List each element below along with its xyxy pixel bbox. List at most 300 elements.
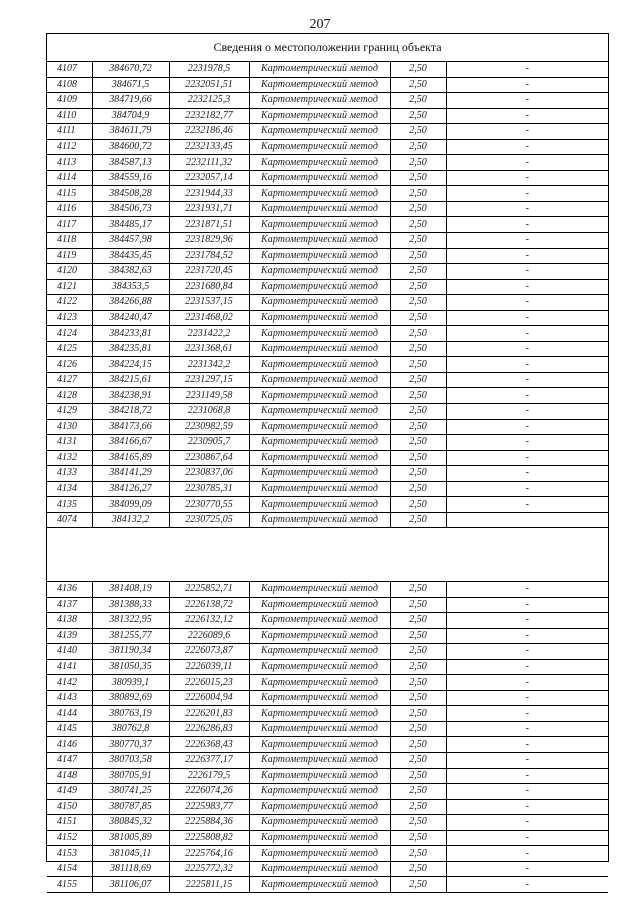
method-cell: Картометрический метод [249,170,390,186]
method-cell: Картометрический метод [249,768,390,784]
method-cell: Картометрический метод [249,124,390,140]
accuracy-cell: 2,50 [390,233,446,249]
method-cell: Картометрический метод [249,279,390,295]
accuracy-cell: 2,50 [390,799,446,815]
point-number-cell: 4135 [47,497,92,513]
table-row [47,419,608,435]
x-coordinate-cell: 380787,85 [92,799,169,815]
point-number-cell: 4144 [47,706,92,722]
point-number-cell: 4138 [47,613,92,629]
description-cell: - [446,466,608,482]
y-coordinate-cell: 2226368,43 [169,737,249,753]
description-cell: - [446,186,608,202]
accuracy-cell: 2,50 [390,201,446,217]
accuracy-cell: 2,50 [390,77,446,93]
accuracy-cell: 2,50 [390,419,446,435]
accuracy-cell: 2,50 [390,659,446,675]
y-coordinate-cell: 2230837,06 [169,466,249,482]
x-coordinate-cell: 384141,29 [92,466,169,482]
y-coordinate-cell: 2231931,71 [169,201,249,217]
x-coordinate-cell: 381118,69 [92,861,169,877]
method-cell: Картометрический метод [249,201,390,217]
x-coordinate-cell: 384704,9 [92,108,169,124]
y-coordinate-cell: 2231422,2 [169,326,249,342]
accuracy-cell: 2,50 [390,737,446,753]
y-coordinate-cell: 2226132,12 [169,613,249,629]
x-coordinate-cell: 381255,77 [92,628,169,644]
x-coordinate-cell: 384132,2 [92,512,169,528]
y-coordinate-cell: 2225772,32 [169,861,249,877]
point-number-cell: 4151 [47,815,92,831]
point-number-cell: 4118 [47,233,92,249]
table-row [47,799,608,815]
x-coordinate-cell: 384719,66 [92,93,169,109]
point-number-cell: 4149 [47,784,92,800]
y-coordinate-cell: 2231720,45 [169,264,249,280]
x-coordinate-cell: 384173,66 [92,419,169,435]
point-number-cell: 4122 [47,295,92,311]
x-coordinate-cell: 384435,45 [92,248,169,264]
point-number-cell: 4146 [47,737,92,753]
accuracy-cell: 2,50 [390,139,446,155]
x-coordinate-cell: 384266,88 [92,295,169,311]
point-number-cell: 4137 [47,597,92,613]
table-row [47,170,608,186]
accuracy-cell: 2,50 [390,279,446,295]
method-cell: Картометрический метод [249,737,390,753]
description-cell: - [446,326,608,342]
table-row [47,248,608,264]
description-cell: - [446,264,608,280]
method-cell: Картометрический метод [249,404,390,420]
y-coordinate-cell: 2231537,15 [169,295,249,311]
accuracy-cell: 2,50 [390,675,446,691]
point-number-cell: 4121 [47,279,92,295]
method-cell: Картометрический метод [249,435,390,451]
description-cell: - [446,233,608,249]
method-cell: Картометрический метод [249,613,390,629]
table-row [47,659,608,675]
x-coordinate-cell: 384611,79 [92,124,169,140]
y-coordinate-cell: 2231297,15 [169,372,249,388]
accuracy-cell: 2,50 [390,613,446,629]
accuracy-cell: 2,50 [390,108,446,124]
y-coordinate-cell: 2232057,14 [169,170,249,186]
method-cell: Картометрический метод [249,846,390,862]
method-cell: Картометрический метод [249,77,390,93]
method-cell: Картометрический метод [249,466,390,482]
description-cell: - [446,201,608,217]
table-row [47,481,608,497]
table-row [47,186,608,202]
y-coordinate-cell: 2226286,83 [169,721,249,737]
description-cell: - [446,248,608,264]
point-number-cell: 4140 [47,644,92,660]
accuracy-cell: 2,50 [390,644,446,660]
table-row [47,124,608,140]
y-coordinate-cell: 2225852,71 [169,582,249,597]
x-coordinate-cell: 381106,07 [92,877,169,893]
point-number-cell: 4123 [47,310,92,326]
page-number: 207 [309,17,331,32]
x-coordinate-cell: 384508,28 [92,186,169,202]
y-coordinate-cell: 2230982,59 [169,419,249,435]
accuracy-cell: 2,50 [390,341,446,357]
accuracy-cell: 2,50 [390,124,446,140]
accuracy-cell: 2,50 [390,186,446,202]
method-cell: Картометрический метод [249,217,390,233]
description-cell: - [446,108,608,124]
accuracy-cell: 2,50 [390,264,446,280]
x-coordinate-cell: 384382,63 [92,264,169,280]
x-coordinate-cell: 384238,91 [92,388,169,404]
y-coordinate-cell: 2231871,51 [169,217,249,233]
point-number-cell: 4116 [47,201,92,217]
accuracy-cell: 2,50 [390,295,446,311]
description-cell: - [446,582,608,597]
point-number-cell: 4074 [47,512,92,528]
table-row [47,815,608,831]
method-cell: Картометрический метод [249,659,390,675]
x-coordinate-cell: 380892,69 [92,690,169,706]
point-number-cell: 4117 [47,217,92,233]
method-cell: Картометрический метод [249,582,390,597]
x-coordinate-cell: 380741,25 [92,784,169,800]
description-cell: - [446,659,608,675]
table-row [47,77,608,93]
description-cell: - [446,628,608,644]
description-cell: - [446,62,608,77]
x-coordinate-cell: 381050,35 [92,659,169,675]
table-row [47,597,608,613]
x-coordinate-cell: 384587,13 [92,155,169,171]
accuracy-cell: 2,50 [390,62,446,77]
x-coordinate-cell: 384457,98 [92,233,169,249]
accuracy-cell: 2,50 [390,706,446,722]
method-cell: Картометрический метод [249,784,390,800]
description-cell: - [446,784,608,800]
point-number-cell: 4126 [47,357,92,373]
accuracy-cell: 2,50 [390,93,446,109]
y-coordinate-cell: 2230725,05 [169,512,249,528]
method-cell: Картометрический метод [249,186,390,202]
point-number-cell: 4133 [47,466,92,482]
x-coordinate-cell: 380939,1 [92,675,169,691]
x-coordinate-cell: 384240,47 [92,310,169,326]
accuracy-cell: 2,50 [390,512,446,528]
table-row [47,326,608,342]
method-cell: Картометрический метод [249,450,390,466]
table-row [47,628,608,644]
table-row [47,404,608,420]
table-row [47,846,608,862]
table-row [47,62,608,77]
accuracy-cell: 2,50 [390,690,446,706]
description-cell: - [446,217,608,233]
coordinates-table-block-1 [47,62,608,528]
description-cell: - [446,877,608,893]
accuracy-cell: 2,50 [390,310,446,326]
y-coordinate-cell: 2230867,64 [169,450,249,466]
y-coordinate-cell: 2225983,77 [169,799,249,815]
x-coordinate-cell: 380705,91 [92,768,169,784]
accuracy-cell: 2,50 [390,155,446,171]
y-coordinate-cell: 2232111,32 [169,155,249,171]
accuracy-cell: 2,50 [390,466,446,482]
description-cell: - [446,139,608,155]
x-coordinate-cell: 384600,72 [92,139,169,155]
point-number-cell: 4115 [47,186,92,202]
method-cell: Картометрический метод [249,597,390,613]
x-coordinate-cell: 384099,09 [92,497,169,513]
y-coordinate-cell: 2231978,5 [169,62,249,77]
y-coordinate-cell: 2226004,94 [169,690,249,706]
accuracy-cell: 2,50 [390,217,446,233]
table-row [47,372,608,388]
point-number-cell: 4109 [47,93,92,109]
method-cell: Картометрический метод [249,139,390,155]
table-row [47,784,608,800]
accuracy-cell: 2,50 [390,753,446,769]
accuracy-cell: 2,50 [390,450,446,466]
accuracy-cell: 2,50 [390,170,446,186]
y-coordinate-cell: 2226073,87 [169,644,249,660]
table-row [47,388,608,404]
table-row [47,512,608,528]
table-row [47,201,608,217]
description-cell: - [446,497,608,513]
x-coordinate-cell: 381322,95 [92,613,169,629]
method-cell: Картометрический метод [249,675,390,691]
y-coordinate-cell: 2225884,36 [169,815,249,831]
accuracy-cell: 2,50 [390,248,446,264]
table-row [47,721,608,737]
description-cell: - [446,706,608,722]
accuracy-cell: 2,50 [390,877,446,893]
x-coordinate-cell: 381408,19 [92,582,169,597]
description-cell: - [446,768,608,784]
method-cell: Картометрический метод [249,341,390,357]
point-number-cell: 4127 [47,372,92,388]
accuracy-cell: 2,50 [390,768,446,784]
accuracy-cell: 2,50 [390,815,446,831]
description-cell: - [446,77,608,93]
y-coordinate-cell: 2226089,6 [169,628,249,644]
method-cell: Картометрический метод [249,628,390,644]
table-row [47,675,608,691]
x-coordinate-cell: 384224,15 [92,357,169,373]
point-number-cell: 4113 [47,155,92,171]
point-number-cell: 4147 [47,753,92,769]
x-coordinate-cell: 384215,61 [92,372,169,388]
table-row [47,582,608,597]
x-coordinate-cell: 384485,17 [92,217,169,233]
method-cell: Картометрический метод [249,815,390,831]
point-number-cell: 4142 [47,675,92,691]
accuracy-cell: 2,50 [390,481,446,497]
table-row [47,861,608,877]
point-number-cell: 4143 [47,690,92,706]
y-coordinate-cell: 2225811,15 [169,877,249,893]
description-cell [446,512,608,528]
x-coordinate-cell: 380770,37 [92,737,169,753]
x-coordinate-cell: 380762,8 [92,721,169,737]
coordinates-table-block-2 [47,582,608,893]
description-cell: - [446,861,608,877]
table-row [47,155,608,171]
table-row [47,217,608,233]
y-coordinate-cell: 2226039,11 [169,659,249,675]
point-number-cell: 4150 [47,799,92,815]
table-row [47,279,608,295]
description-cell: - [446,597,608,613]
point-number-cell: 4120 [47,264,92,280]
accuracy-cell: 2,50 [390,357,446,373]
description-cell: - [446,753,608,769]
y-coordinate-cell: 2232182,77 [169,108,249,124]
method-cell: Картометрический метод [249,706,390,722]
point-number-cell: 4112 [47,139,92,155]
method-cell: Картометрический метод [249,248,390,264]
method-cell: Картометрический метод [249,419,390,435]
point-number-cell: 4134 [47,481,92,497]
accuracy-cell: 2,50 [390,830,446,846]
x-coordinate-cell: 384559,16 [92,170,169,186]
description-cell: - [446,737,608,753]
table-row [47,295,608,311]
accuracy-cell: 2,50 [390,597,446,613]
method-cell: Картометрический метод [249,799,390,815]
description-cell: - [446,644,608,660]
y-coordinate-cell: 2225764,16 [169,846,249,862]
x-coordinate-cell: 384166,67 [92,435,169,451]
description-cell: - [446,799,608,815]
x-coordinate-cell: 384670,72 [92,62,169,77]
x-coordinate-cell: 384671,5 [92,77,169,93]
table-row [47,830,608,846]
y-coordinate-cell: 2232186,46 [169,124,249,140]
y-coordinate-cell: 2232125,3 [169,93,249,109]
table-row [47,466,608,482]
method-cell: Картометрический метод [249,877,390,893]
y-coordinate-cell: 2226201,83 [169,706,249,722]
y-coordinate-cell: 2231784,52 [169,248,249,264]
accuracy-cell: 2,50 [390,721,446,737]
table-row [47,264,608,280]
method-cell: Картометрический метод [249,155,390,171]
accuracy-cell: 2,50 [390,404,446,420]
y-coordinate-cell: 2231368,61 [169,341,249,357]
x-coordinate-cell: 384233,81 [92,326,169,342]
y-coordinate-cell: 2230770,55 [169,497,249,513]
table-row [47,497,608,513]
description-cell: - [446,124,608,140]
table-row [47,310,608,326]
y-coordinate-cell: 2230785,31 [169,481,249,497]
y-coordinate-cell: 2226377,17 [169,753,249,769]
boundary-table-frame [46,33,609,890]
description-cell: - [446,279,608,295]
accuracy-cell: 2,50 [390,497,446,513]
accuracy-cell: 2,50 [390,372,446,388]
point-number-cell: 4128 [47,388,92,404]
x-coordinate-cell: 380763,19 [92,706,169,722]
description-cell: - [446,155,608,171]
description-cell: - [446,690,608,706]
description-cell: - [446,815,608,831]
point-number-cell: 4154 [47,861,92,877]
method-cell: Картометрический метод [249,644,390,660]
table-row [47,450,608,466]
table-row [47,341,608,357]
method-cell: Картометрический метод [249,690,390,706]
description-cell: - [446,435,608,451]
table-row [47,690,608,706]
method-cell: Картометрический метод [249,721,390,737]
description-cell: - [446,295,608,311]
y-coordinate-cell: 2231944,33 [169,186,249,202]
description-cell: - [446,170,608,186]
point-number-cell: 4119 [47,248,92,264]
method-cell: Картометрический метод [249,753,390,769]
table-row [47,435,608,451]
x-coordinate-cell: 380703,58 [92,753,169,769]
point-number-cell: 4110 [47,108,92,124]
description-cell: - [446,93,608,109]
accuracy-cell: 2,50 [390,435,446,451]
y-coordinate-cell: 2226179,5 [169,768,249,784]
table-row [47,877,608,893]
method-cell: Картометрический метод [249,830,390,846]
point-number-cell: 4139 [47,628,92,644]
method-cell: Картометрический метод [249,357,390,373]
description-cell: - [446,846,608,862]
y-coordinate-cell: 2231468,02 [169,310,249,326]
y-coordinate-cell: 2226015,23 [169,675,249,691]
x-coordinate-cell: 384165,89 [92,450,169,466]
table-row [47,108,608,124]
x-coordinate-cell: 384218,72 [92,404,169,420]
method-cell: Картометрический метод [249,310,390,326]
point-number-cell: 4125 [47,341,92,357]
method-cell: Картометрический метод [249,481,390,497]
y-coordinate-cell: 2231342,2 [169,357,249,373]
y-coordinate-cell: 2226074,26 [169,784,249,800]
description-cell: - [446,404,608,420]
method-cell: Картометрический метод [249,372,390,388]
description-cell: - [446,341,608,357]
table-row [47,706,608,722]
point-number-cell: 4107 [47,62,92,77]
method-cell: Картометрический метод [249,512,390,528]
table-row [47,753,608,769]
x-coordinate-cell: 381005,89 [92,830,169,846]
method-cell: Картометрический метод [249,233,390,249]
point-number-cell: 4136 [47,582,92,597]
point-number-cell: 4148 [47,768,92,784]
table-row [47,93,608,109]
point-number-cell: 4130 [47,419,92,435]
point-number-cell: 4124 [47,326,92,342]
description-cell: - [446,419,608,435]
description-cell: - [446,613,608,629]
y-coordinate-cell: 2231680,84 [169,279,249,295]
description-cell: - [446,357,608,373]
point-number-cell: 4129 [47,404,92,420]
y-coordinate-cell: 2226138,72 [169,597,249,613]
method-cell: Картометрический метод [249,62,390,77]
point-number-cell: 4132 [47,450,92,466]
